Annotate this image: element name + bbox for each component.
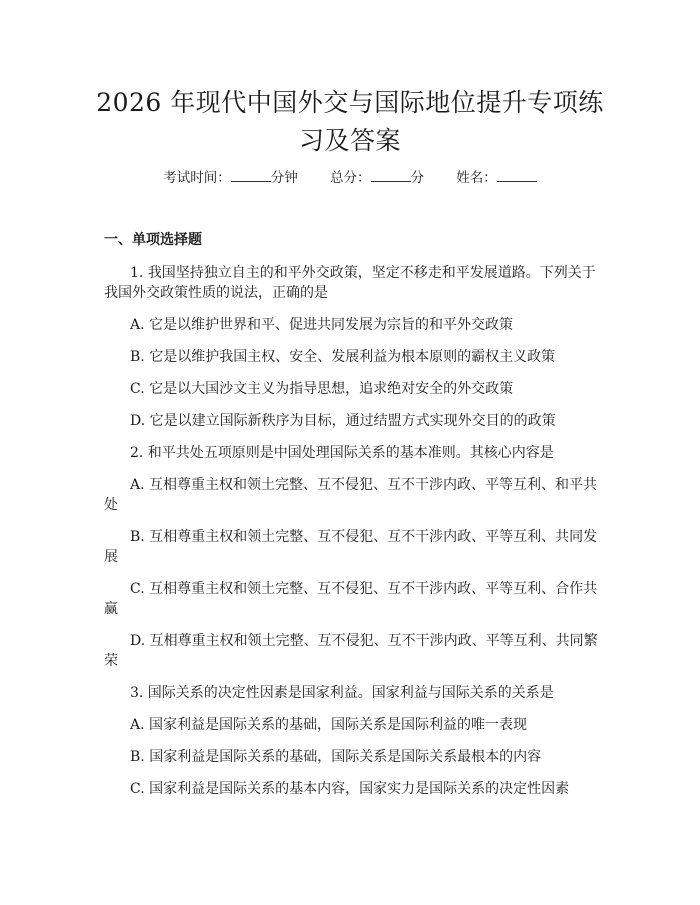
question-3-option-a: A. 国家利益是国际关系的基础，国际关系是国际利益的唯一表现 bbox=[130, 717, 528, 733]
question-3-option-c: C. 国家利益是国际关系的基本内容，国家实力是国际关系的决定性因素 bbox=[130, 781, 570, 797]
question-2-option-d-line-2: 荣 bbox=[104, 653, 118, 669]
total-score-unit: 分 bbox=[410, 170, 424, 186]
question-1-stem-line-1: 1. 我国坚持独立自主的和平外交政策，坚定不移走和平发展道路。下列关于 bbox=[130, 265, 596, 281]
document-title-line-1: 2026 年现代中国外交与国际地位提升专项练 bbox=[96, 88, 604, 117]
question-2-option-b-line-1: B. 互相尊重主权和领土完整、互不侵犯、互不干涉内政、平等互利、共同发 bbox=[130, 529, 598, 545]
exam-time-unit: 分钟 bbox=[270, 170, 298, 186]
total-score-blank[interactable] bbox=[371, 167, 411, 182]
question-1-option-a: A. 它是以维护世界和平、促进共同发展为宗旨的和平外交政策 bbox=[130, 317, 514, 333]
question-2-option-a-line-1: A. 互相尊重主权和领土完整、互不侵犯、互不干涉内政、平等互利、和平共 bbox=[130, 477, 598, 493]
question-2-option-c-line-1: C. 互相尊重主权和领土完整、互不侵犯、互不干涉内政、平等互利、合作共 bbox=[130, 581, 598, 597]
section-title: 一、单项选择题 bbox=[104, 232, 202, 248]
total-score-field bbox=[330, 170, 428, 186]
student-name-label: 姓名： bbox=[456, 170, 497, 186]
exam-time-blank[interactable] bbox=[231, 167, 271, 182]
exam-time-field bbox=[163, 170, 302, 186]
question-2-option-c-line-2: 赢 bbox=[104, 601, 118, 617]
question-1-stem-line-2: 我国外交政策性质的说法，正确的是 bbox=[104, 285, 328, 301]
question-2-option-b-line-2: 展 bbox=[104, 549, 118, 565]
question-1-option-d: D. 它是以建立国际新秩序为目标，通过结盟方式实现外交目的的政策 bbox=[130, 413, 556, 429]
question-2-option-a-line-2: 处 bbox=[104, 497, 118, 513]
question-3-stem: 3. 国际关系的决定性因素是国家利益。国家利益与国际关系的关系是 bbox=[130, 685, 554, 701]
exam-time-label: 考试时间： bbox=[163, 170, 231, 186]
question-3-option-b: B. 国家利益是国际关系的基础，国际关系是国际关系最根本的内容 bbox=[130, 749, 542, 765]
total-score-label: 总分： bbox=[330, 170, 371, 186]
question-1-option-c: C. 它是以大国沙文主义为指导思想，追求绝对安全的外交政策 bbox=[130, 381, 514, 397]
exam-meta-row bbox=[0, 167, 700, 188]
student-name-field bbox=[456, 170, 537, 186]
question-1-option-b: B. 它是以维护我国主权、安全、发展利益为根本原则的霸权主义政策 bbox=[130, 349, 556, 365]
document-title-line-2: 习及答案 bbox=[298, 126, 401, 155]
question-2-option-d-line-1: D. 互相尊重主权和领土完整、互不侵犯、互不干涉内政、平等互利、共同繁 bbox=[130, 633, 598, 649]
student-name-blank[interactable] bbox=[497, 167, 537, 182]
question-2-stem: 2. 和平共处五项原则是中国处理国际关系的基本准则。其核心内容是 bbox=[130, 445, 554, 461]
